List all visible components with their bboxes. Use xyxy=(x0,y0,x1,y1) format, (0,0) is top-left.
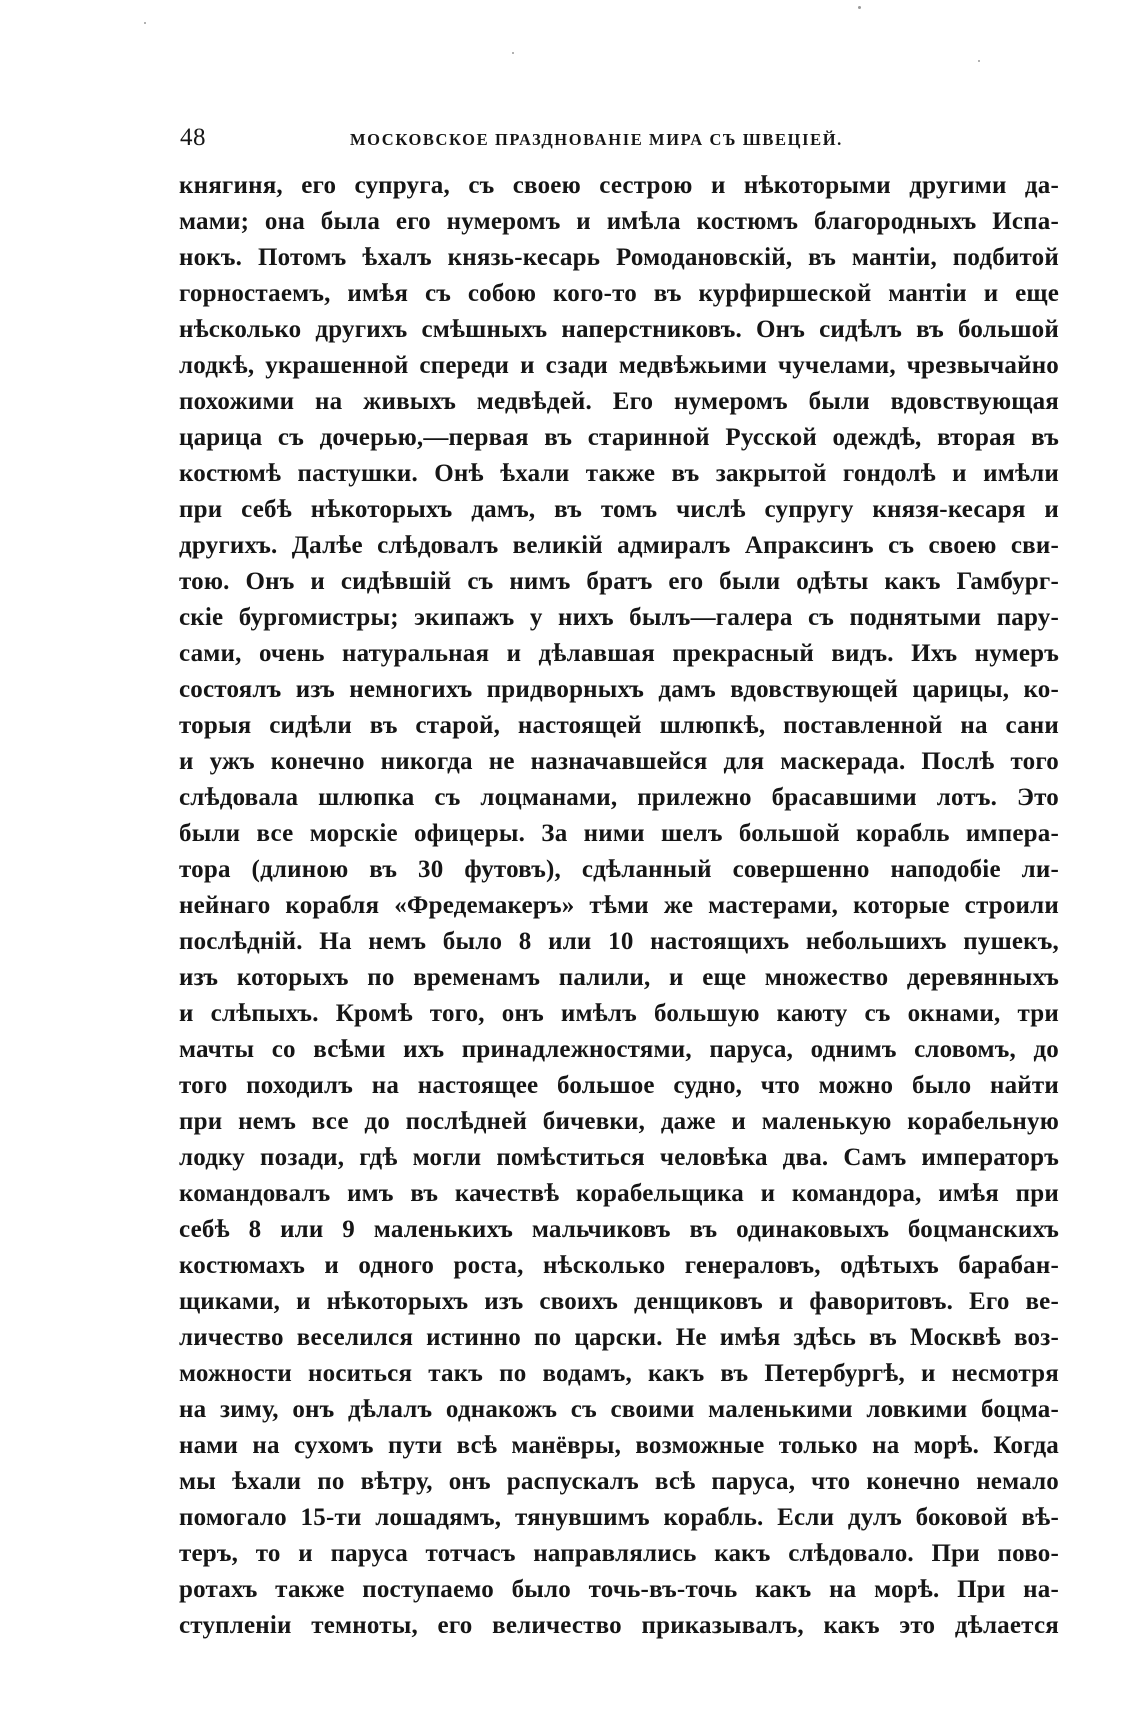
text-line: можности носиться такъ по водамъ, какъ въ Петербургѣ, и несмотря xyxy=(179,1360,1059,1387)
text-line: костюмахъ и одного роста, нѣсколько генераловъ, одѣтыхъ барабан- xyxy=(179,1252,1059,1279)
text-line: того походилъ на настоящее большое судно, что можно было найти xyxy=(179,1072,1059,1099)
text-line: на зиму, онъ дѣлалъ однакожъ съ своими маленькими ловкими боцма- xyxy=(179,1396,1059,1423)
text-line: слѣдовала шлюпка съ лоцманами, прилежно брасавшими лотъ. Это xyxy=(179,784,1059,811)
text-line: при немъ все до послѣдней бичевки, даже и маленькую корабельную xyxy=(179,1108,1059,1135)
text-line: при себѣ нѣкоторыхъ дамъ, въ томъ числѣ супругу князя-кесаря и xyxy=(179,496,1059,523)
text-line: теръ, то и паруса тотчасъ направлялись какъ слѣдовало. При пово- xyxy=(179,1540,1059,1567)
text-line: и слѣпыхъ. Кромѣ того, онъ имѣлъ большую каюту съ окнами, три xyxy=(179,1000,1059,1027)
text-line: мы ѣхали по вѣтру, онъ распускалъ всѣ паруса, что конечно немало xyxy=(179,1468,1059,1495)
text-line: горностаемъ, имѣя съ собою кого-то въ курфиршеской мантіи и еще xyxy=(179,280,1059,307)
text-line xyxy=(179,1644,1059,1680)
page-header xyxy=(180,124,1057,154)
text-line: щиками, и нѣкоторыхъ изъ своихъ денщиковъ и фаворитовъ. Его ве- xyxy=(179,1288,1059,1315)
text-line: ступленіи темноты, его величество приказывалъ, какъ это дѣлается xyxy=(179,1612,1059,1639)
text-line: мачты со всѣми ихъ принадлежностями, паруса, однимъ словомъ, до xyxy=(179,1036,1059,1063)
text-line: нейнаго корабля «Фредемакеръ» тѣми же мастерами, которые строили xyxy=(179,892,1059,919)
text-line: тора (длиною въ 30 футовъ), сдѣланный совершенно наподобіе ли- xyxy=(179,856,1059,883)
text-line: нѣсколько другихъ смѣшныхъ наперстниковъ. Онъ сидѣлъ въ большой xyxy=(179,316,1059,343)
text-line: скіе бургомистры; экипажъ у нихъ былъ—галера съ поднятыми пару- xyxy=(179,604,1059,631)
text-line: торыя сидѣли въ старой, настоящей шлюпкѣ, поставленной на сани xyxy=(179,712,1059,739)
text-line: нами на сухомъ пути всѣ манёвры, возможные только на морѣ. Когда xyxy=(179,1432,1059,1459)
text-line: лодку позади, гдѣ могли помѣститься человѣка два. Самъ императоръ xyxy=(179,1144,1059,1171)
text-line: нокъ. Потомъ ѣхалъ князь-кесарь Ромодановскій, въ мантіи, подбитой xyxy=(179,244,1059,271)
text-line: помогало 15-ти лошадямъ, тянувшимъ корабль. Если дулъ боковой вѣ- xyxy=(179,1504,1059,1531)
paper-speck xyxy=(858,6,861,9)
text-line: изъ которыхъ по временамъ палили, и еще множество деревянныхъ xyxy=(179,964,1059,991)
body-text xyxy=(179,168,1059,1680)
text-line: княгиня, его супруга, съ своею сестрою и нѣкоторыми другими да- xyxy=(179,172,1059,199)
text-line: царица съ дочерью,—первая въ старинной Русской одеждѣ, вторая въ xyxy=(179,424,1059,451)
text-line: похожими на живыхъ медвѣдей. Его нумеромъ были вдовствующая xyxy=(179,388,1059,415)
text-line: послѣдній. На немъ было 8 или 10 настоящихъ небольшихъ пушекъ, xyxy=(179,928,1059,955)
text-line: себѣ 8 или 9 маленькихъ мальчиковъ въ одинаковыхъ боцманскихъ xyxy=(179,1216,1059,1243)
paper-speck xyxy=(512,52,514,54)
paper-speck xyxy=(978,60,980,62)
text-line: командовалъ имъ въ качествѣ корабельщика и командора, имѣя при xyxy=(179,1180,1059,1207)
text-line: и ужъ конечно никогда не назначавшейся для маскерада. Послѣ того xyxy=(179,748,1059,775)
text-line: костюмѣ пастушки. Онѣ ѣхали также въ закрытой гондолѣ и имѣли xyxy=(179,460,1059,487)
text-line: были все морскіе офицеры. За ними шелъ большой корабль импера- xyxy=(179,820,1059,847)
running-head: МОСКОВСКОЕ ПРАЗДНОВАНІЕ МИРА СЪ ШВЕЦІЕЙ. xyxy=(350,130,843,149)
text-line: мами; она была его нумеромъ и имѣла костюмъ благородныхъ Испа- xyxy=(179,208,1059,235)
text-line: тою. Онъ и сидѣвшій съ нимъ братъ его были одѣты какъ Гамбург- xyxy=(179,568,1059,595)
text-line: состоялъ изъ немногихъ придворныхъ дамъ вдовствующей царицы, ко- xyxy=(179,676,1059,703)
text-line: лодкѣ, украшенной спереди и сзади медвѣжьими чучелами, чрезвычайно xyxy=(179,352,1059,379)
text-line: ротахъ также поступаемо было точь-въ-точь какъ на морѣ. При на- xyxy=(179,1576,1059,1603)
paper-speck xyxy=(144,22,146,24)
page-number: 48 xyxy=(180,124,206,151)
text-line: сами, очень натуральная и дѣлавшая прекрасный видъ. Ихъ нумеръ xyxy=(179,640,1059,667)
text-line: другихъ. Далѣе слѣдовалъ великій адмиралъ Апраксинъ съ своею сви- xyxy=(179,532,1059,559)
text-line: личество веселился истинно по царски. Не имѣя здѣсь въ Москвѣ воз- xyxy=(179,1324,1059,1351)
